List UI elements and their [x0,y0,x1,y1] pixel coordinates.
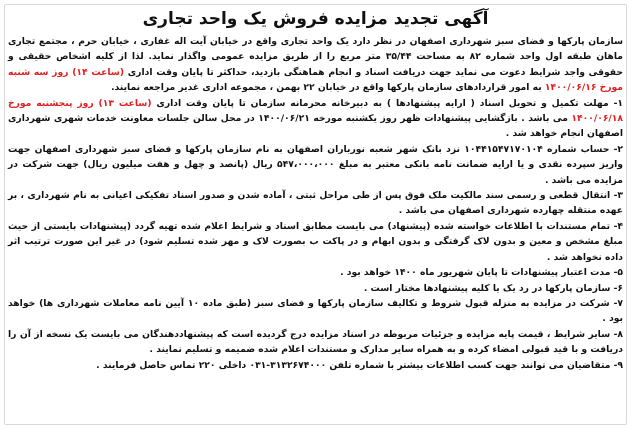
intro-text-2: به امور قراردادهای سازمان پارکها واقع در خیابان ۲۲ بهمن ، مجموعه اداری غدیر مراجعه نمایند. [111,82,545,94]
notice-item-9: ۹- متقاضیان می توانند جهت کسب اطلاعات بیشتر با شماره تلفن ۳۱۳۲۶۷۴۰۰۰-۰۳۱ داخلی ۲۲۰ تماس حاصل فرمایند . [96,359,623,371]
notice-item-7: ۷- شرکت در مزایده به منزله قبول شروط و تکالیف سازمان پارکها و فضای سبز (طبق ماده ۱۰ آیین نامه معاملات شهرداری ها) خواهد بود . [8,297,623,325]
notice-intro [8,34,623,96]
notice-item-4: ۴- تمام مستندات با اطلاعات خواسته شده (پیشنهاد) می بایست مطابق اسناد و شرایط اعلام شده تهیه گردد (پیشنهادات بایستی از حیث مبلغ مشخص و معین و بدون لاک گرفتگی و بدون ابهام و در پاکت ب بصورت لاک و مهر شده تسلیم شود) در غیر این صورت ترتیب اثر داده نخواهد شد . [8,220,623,263]
intro-deadline-highlight: (ساعت ۱۴) روز سه شنبه مورخ ۱۴۰۰/۰۶/۱۶ [8,66,623,94]
notice-title: آگهی تجدید مزایده فروش یک واحد تجاری [142,9,489,29]
intro-text-1: سازمان پارکها و فضای سبز شهرداری اصفهان در نظر دارد یک واحد تجاری واقع در خیابان آیت اله غفاری ، خیابان حرم ، مجتمع تجاری ماهان طبقه اول واحد شماره ۸۲ به مساحت ۳۵/۴۴ متر مربع را از طریق مزایده عمومی واگذار نماید. لذا از کلیه اشخاص حقیقی و حقوقی واجد شرایط دعوت می نماید جهت دریافت اسناد و انجام هماهنگی بازدید، حداکثر تا پایان وقت اداری [8,36,623,78]
item-1-text-2: می باشد . بازگشایی پیشنهادات ظهر روز یکشنبه مورخه ۱۴۰۰/۰۶/۲۱ در محل سالن جلسات معاونت خدمات شهری شهرداری اصفهان انجام خواهد شد . [8,113,623,140]
notice-item-3: ۳- انتقال قطعی و رسمی سند مالکیت ملک فوق پس از طی مراحل ثبتی ، آماده شدن و صدور اسناد تفکیکی اعیانی به نام شهرداری ، بر عهده منتقله چهارده شهرداری اصفهان می باشد . [8,190,623,217]
item-1-deadline-highlight: (ساعت ۱۳) روز پنجشنبه مورخ ۱۴۰۰/۰۶/۱۸ [8,97,623,125]
item-1-text-1: ۱- مهلت تکمیل و تحویل اسناد ( ارایه پیشنهادها ) به دبیرخانه محرمانه سازمان تا پایان وقت اداری [151,97,623,109]
notice-item-5: ۵- مدت اعتبار پیشنهادات تا پایان شهریور ماه ۱۴۰۰ خواهد بود . [340,267,623,279]
notice-item-2: ۲- حساب شماره ۱۰۴۴۱۵۴۷۱۷۰۱۰۴ نزد بانک شهر شعبه نورباران اصفهان به نام سازمان پارکها و فضای سبز شهرداری اصفهان جهت واریز سپرده نقدی و یا ارایه ضمانت نامه بانکی معتبر به مبلغ ۵۴۷،۰۰۰،۰۰۰ ریال (پانصد و چهل و هفت میلیون ریال) جهت شرکت در مزایده می باشد . [8,143,623,186]
notice-item-6: ۶- سازمان پارکها در رد یک یا کلیه پیشنهادها مختار است . [363,282,623,294]
notice-body [8,34,623,373]
notice-item-8: ۸- سایر شرایط ، قیمت پایه مزایده و جزئیات مربوطه در اسناد مزایده درج گردیده است که پیشنهاددهندگان می بایست یک نسخه از آن را دریافت و با قید قبولی امضاء کرده و به همراه سایر مدارک و مستندات اعلام شده ضمیمه و تسلیم نمایند . [8,328,623,356]
notice-item-1 [8,96,623,142]
